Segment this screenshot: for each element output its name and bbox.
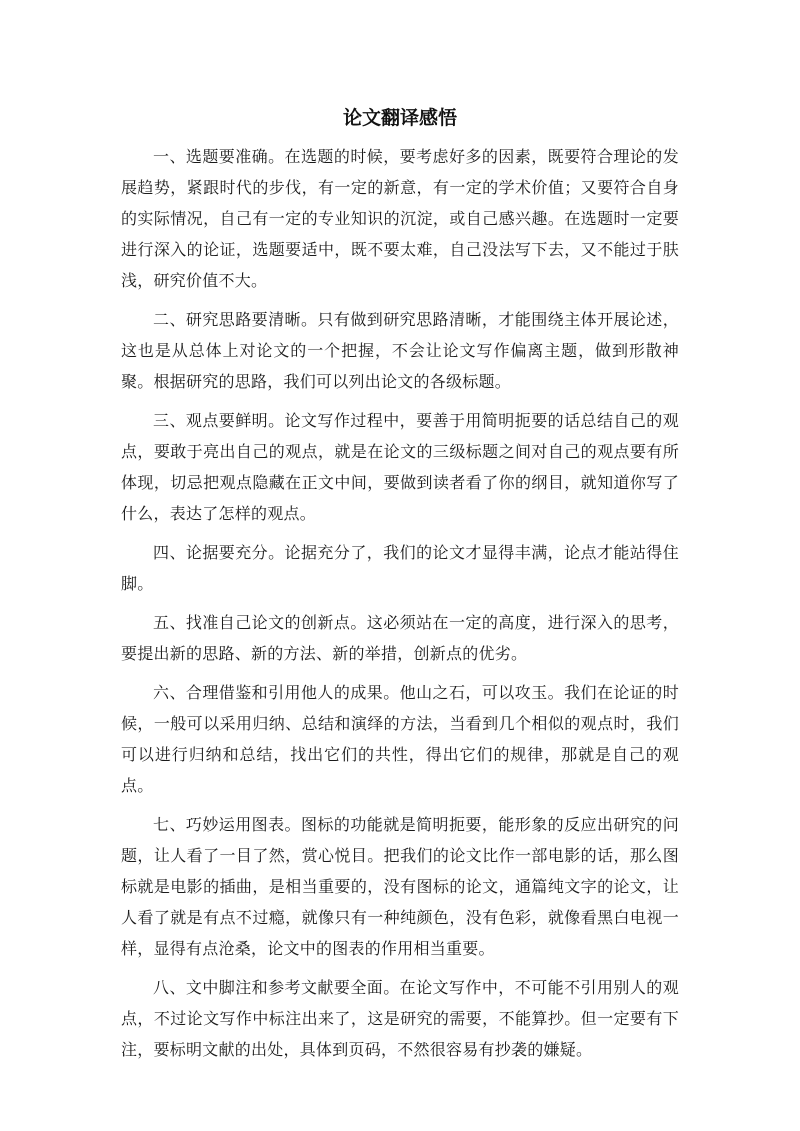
paragraph-8: 八、文中脚注和参考文献要全面。在论文写作中，不可能不引用别人的观点，不过论文写作中标注出来了，这是研究的需要，不能算抄。但一定要有下注，要标明文献的出处，具体到页码，不然很容易有抄袭的嫌疑。 [121, 978, 679, 1059]
document-body [121, 141, 679, 1073]
paragraph-4: 四、论据要充分。论据充分了，我们的论文才显得丰满，论点才能站得住脚。 [121, 543, 679, 593]
paragraph-7: 七、巧妙运用图表。图标的功能就是简明扼要，能形象的反应出研究的问题，让人看了一目了然，赏心悦目。把我们的论文比作一部电影的话，那么图标就是电影的插曲，是相当重要的，没有图标的论文，通篇纯文字的论文，让人看了就是有点不过瘾，就像只有一种纯颜色，没有色彩，就像看黑白电视一样，显得有点沧桑，论文中的图表的作用相当重要。 [121, 815, 679, 958]
paragraph-2: 二、研究思路要清晰。只有做到研究思路清晰，才能围绕主体开展论述，这也是从总体上对论文的一个把握，不会让论文写作偏离主题，做到形散神聚。根据研究的思路，我们可以列出论文的各级标题。 [121, 310, 679, 391]
paragraph-5: 五、找准自己论文的创新点。这必须站在一定的高度，进行深入的思考，要提出新的思路、新的方法、新的举措，创新点的优劣。 [121, 613, 679, 663]
document-title: 论文翻译感悟 [342, 107, 457, 129]
paragraph-1: 一、选题要准确。在选题的时候，要考虑好多的因素，既要符合理论的发展趋势，紧跟时代的步伐，有一定的新意，有一定的学术价值；又要符合自身的实际情况，自己有一定的专业知识的沉淀，或自己感兴趣。在选题时一定要进行深入的论证，选题要适中，既不要太难，自己没法写下去，又不能过于肤浅，研究价值不大。 [121, 147, 679, 290]
paragraph-3: 三、观点要鲜明。论文写作过程中，要善于用简明扼要的话总结自己的观点，要敢于亮出自己的观点，就是在论文的三级标题之间对自己的观点要有所体现，切忌把观点隐藏在正文中间，要做到读者看了你的纲目，就知道你写了什么，表达了怎样的观点。 [121, 411, 679, 523]
paragraph-6: 六、合理借鉴和引用他人的成果。他山之石，可以攻玉。我们在论证的时候，一般可以采用归纳、总结和演绎的方法，当看到几个相似的观点时，我们可以进行归纳和总结，找出它们的共性，得出它们的规律，那就是自己的观点。 [121, 683, 679, 795]
